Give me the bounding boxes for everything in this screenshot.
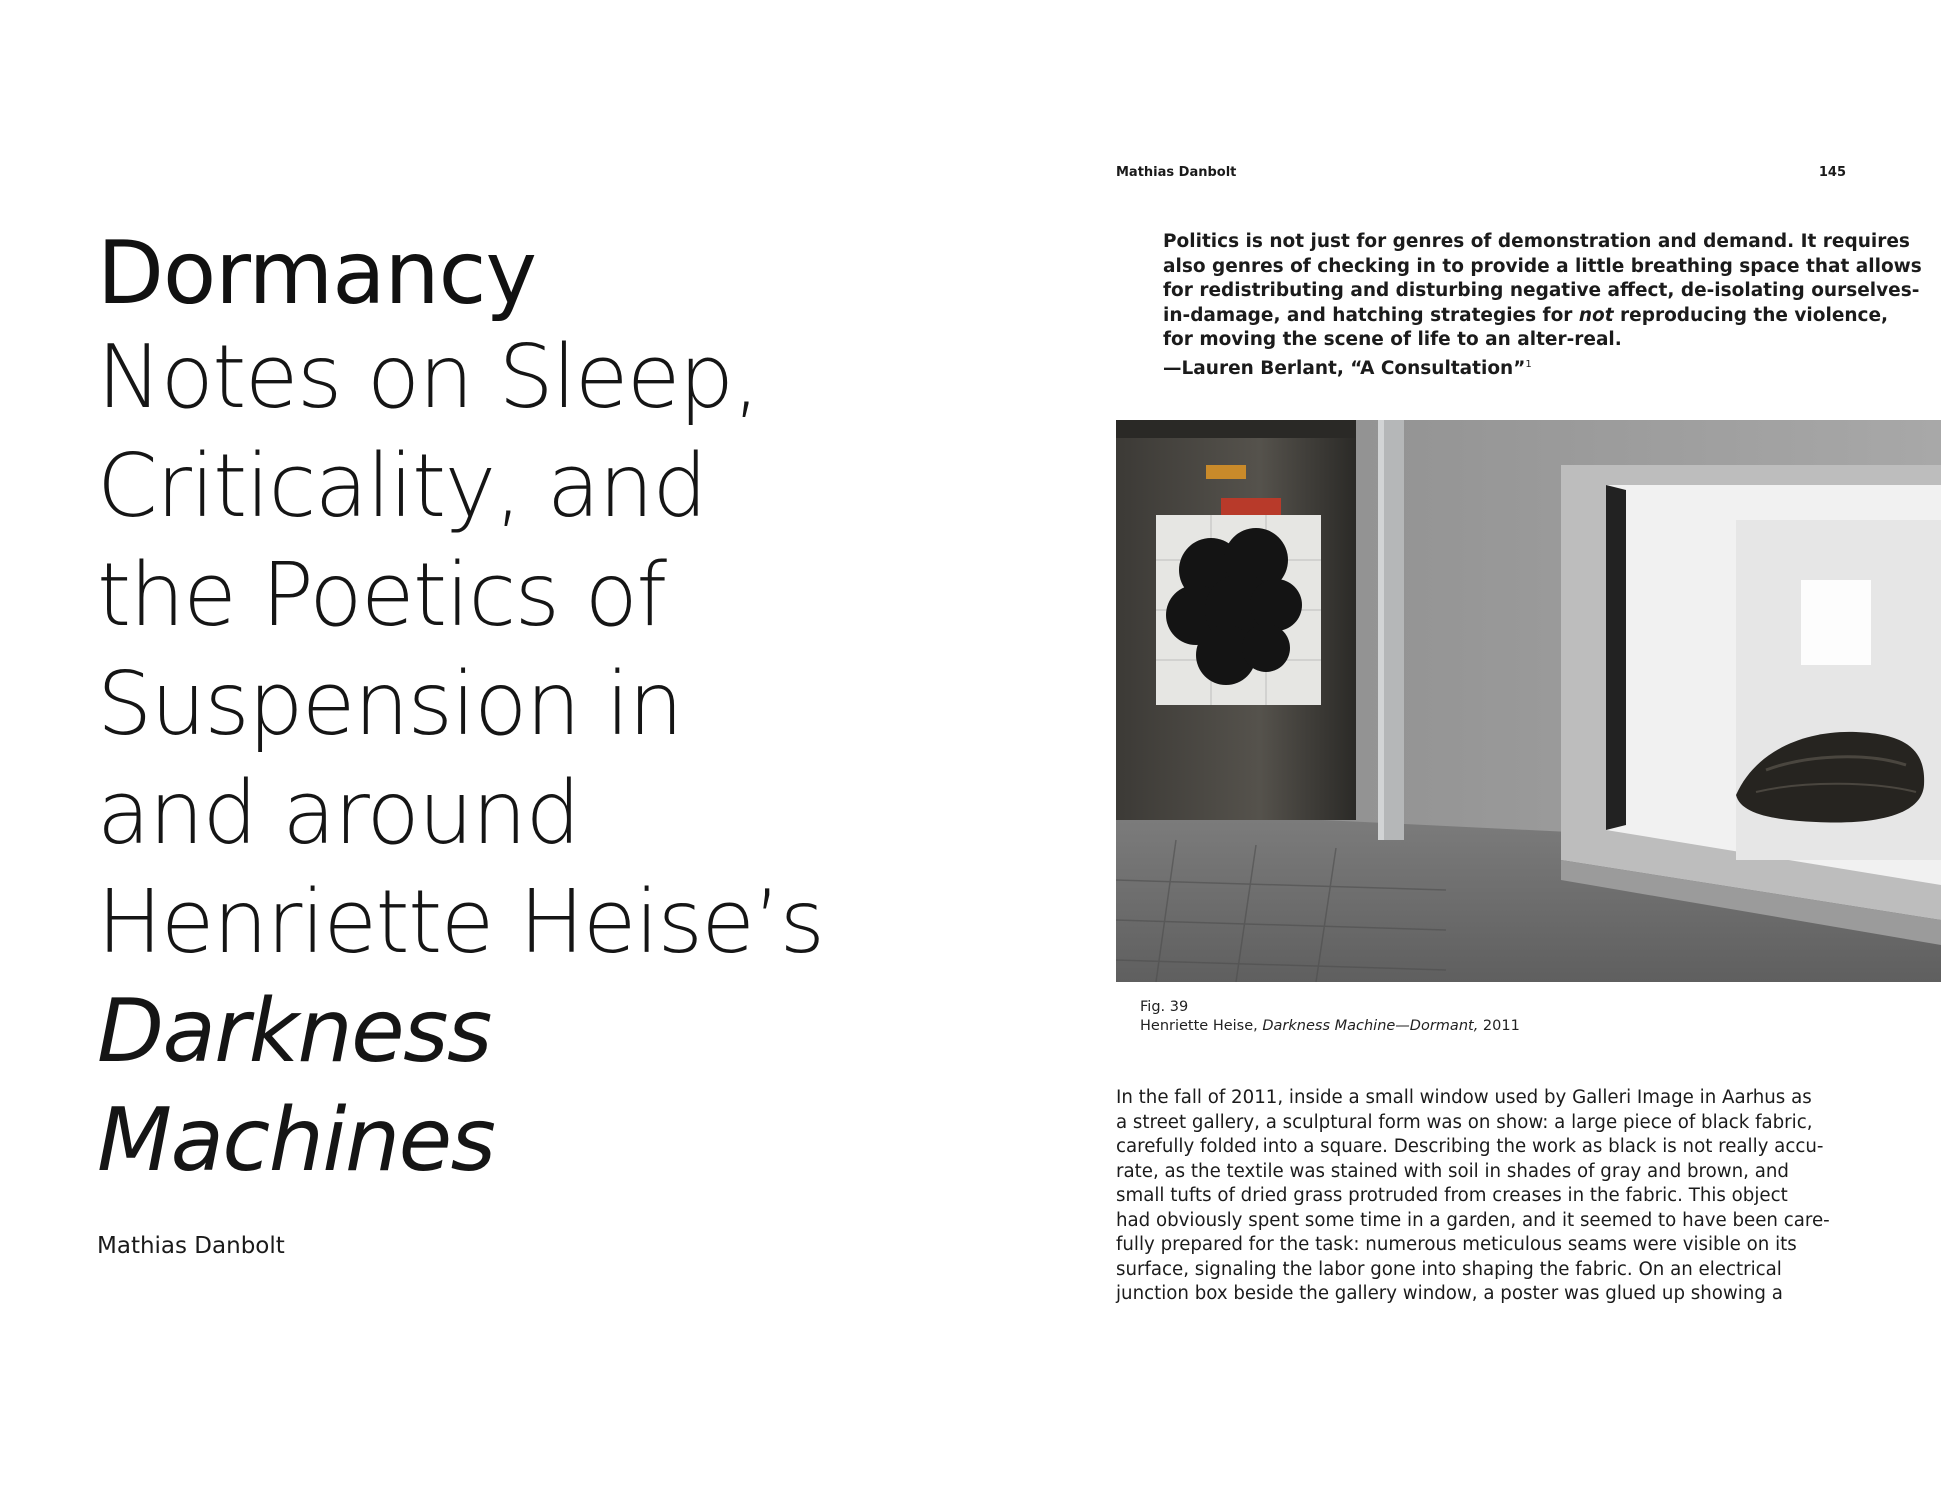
figure-year: 2011 [1478, 1018, 1520, 1034]
sticker-shape [1206, 465, 1246, 479]
running-head-author: Mathias Danbolt [1116, 165, 1237, 180]
body-line: small tufts of dried grass protruded from creases in the fabric. This object [1116, 1185, 1788, 1206]
subtitle-line: Criticality, and [97, 435, 707, 537]
page-number: 145 [1818, 165, 1846, 180]
chapter-title-block [97, 222, 857, 1195]
epigraph-line: for redistributing and disturbing negative affect, de-isolating ourselves- [1163, 280, 1920, 301]
figure-label: Fig. 39 [1140, 999, 1189, 1015]
subtitle-line: and around [97, 762, 580, 864]
subtitle-line-italic: Darkness [97, 980, 491, 1082]
chapter-title: Dormancy [97, 222, 536, 324]
subtitle-line: Notes on Sleep, [97, 326, 759, 428]
subtitle-line-italic: Machines [97, 1089, 495, 1191]
pipe-highlight [1378, 420, 1384, 840]
figure-work-title: Darkness Machine—Dormant, [1262, 1018, 1479, 1034]
figure-caption [1140, 998, 1840, 1036]
body-line: carefully folded into a square. Describing the work as black is not really accu- [1116, 1136, 1824, 1157]
window-edge-shadow [1606, 485, 1626, 830]
body-paragraph [1116, 1086, 1856, 1307]
epigraph-emphasis: not [1578, 304, 1614, 326]
body-line: surface, signaling the labor gone into shaping the fabric. On an electrical [1116, 1258, 1782, 1280]
footnote-marker: 1 [1525, 358, 1532, 370]
body-line: In the fall of 2011, inside a small window used by Galleri Image in Aarhus as [1116, 1087, 1812, 1108]
epigraph-line [1163, 304, 1889, 329]
subtitle-line: Henriette Heise’s [97, 871, 824, 973]
body-line: fully prepared for the task: numerous meticulous seams were visible on its [1116, 1234, 1797, 1255]
junction-box-top [1116, 420, 1356, 438]
chapter-subtitle [97, 323, 857, 1195]
body-line: junction box beside the gallery window, a poster was glued up showing a [1116, 1283, 1783, 1304]
body-line: a street gallery, a sculptural form was on show: a large piece of black fabric, [1116, 1111, 1813, 1133]
figure-artist: Henriette Heise, [1140, 1018, 1263, 1034]
running-head [1116, 165, 1846, 180]
figure-photo [1116, 420, 1941, 982]
epigraph-line-start: in-damage, and hatching strategies for [1163, 304, 1579, 326]
photo-illustration [1116, 420, 1941, 982]
epigraph-line: for moving the scene of life to an alter-real. [1163, 329, 1622, 350]
body-line: had obviously spent some time in a garden, and it seemed to have been care- [1116, 1209, 1830, 1231]
epigraph-attribution [1163, 353, 1853, 382]
epigraph-line-end: reproducing the violence, [1613, 304, 1889, 326]
subtitle-line: Suspension in [97, 653, 682, 755]
light-patch [1801, 580, 1871, 665]
epigraph-line: Politics is not just for genres of demonstration and demand. It requires [1163, 231, 1910, 252]
body-line: rate, as the textile was stained with soil in shades of gray and brown, and [1116, 1160, 1789, 1182]
epigraph [1163, 230, 1922, 381]
chapter-author: Mathias Danbolt [97, 1233, 285, 1259]
figure-description [1140, 1017, 1840, 1036]
subtitle-line: the Poetics of [97, 544, 666, 646]
epigraph-attribution-text: —Lauren Berlant, “A Consultation” [1163, 357, 1526, 379]
epigraph-line: also genres of checking in to provide a little breathing space that allows [1163, 255, 1922, 277]
